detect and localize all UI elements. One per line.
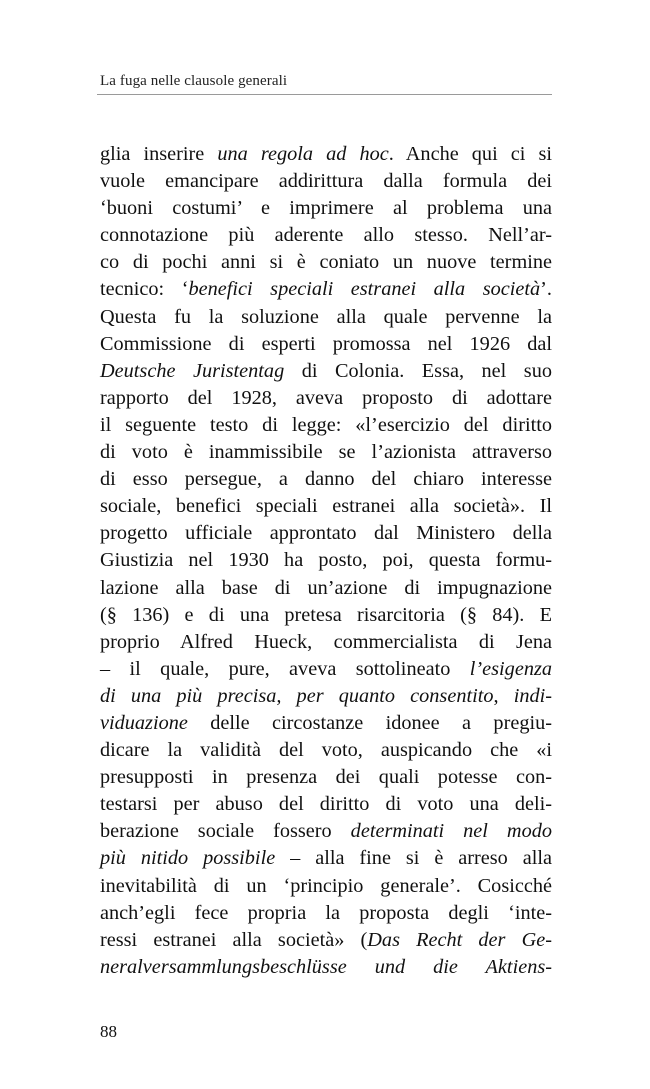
text-line <box>100 493 552 520</box>
text-line <box>100 845 552 872</box>
text-run: anch’egli fece propria la proposta degli ‘inte- <box>100 901 552 924</box>
text-run: – alla fine si è arreso alla <box>275 847 552 870</box>
text-line <box>100 520 552 547</box>
text-line <box>100 710 552 737</box>
text-run: delle circostanze idonee a pregiu- <box>187 711 552 734</box>
italic-text-run: determinati nel modo <box>350 820 552 843</box>
text-run: Commissione di esperti promossa nel 1926 dal <box>100 332 552 355</box>
italic-text-run: una regola ad hoc <box>217 143 389 165</box>
text-run: proprio Alfred Hueck, commercialista di Jena <box>100 630 552 653</box>
text-line <box>100 656 552 683</box>
text-line <box>100 927 552 954</box>
text-run: connotazione più aderente allo stesso. Nell’ar- <box>100 224 552 247</box>
text-line <box>100 358 552 385</box>
italic-text-run: più nitido possibile <box>100 847 276 870</box>
italic-text-run: di una più precisa, per quanto consentito <box>100 684 494 707</box>
text-line <box>100 764 552 791</box>
text-run: Giustizia nel 1930 ha posto, poi, questa formu- <box>100 549 552 572</box>
italic-text-run: benefici speciali estranei alla società <box>188 278 541 301</box>
header-rule <box>97 94 552 95</box>
text-run: (§ 136) e di una pretesa risarcitoria (§ 84). E <box>100 603 552 626</box>
text-run: Questa fu la soluzione alla quale pervenne la <box>100 305 552 328</box>
text-line <box>100 276 552 303</box>
text-run: rapporto del 1928, aveva proposto di adottare <box>100 386 552 409</box>
text-run: testarsi per abuso del diritto di voto una deli- <box>100 793 552 816</box>
italic-text-run: neralversammlungsbeschlüsse und die Aktiens- <box>100 955 552 978</box>
text-run: . Anche qui ci si <box>388 143 552 165</box>
text-run: sociale, benefici speciali estranei alla società». Il <box>100 495 552 518</box>
text-run: progetto ufficiale approntato dal Ministero della <box>100 522 552 545</box>
text-line <box>100 466 552 493</box>
text-line <box>100 385 552 412</box>
text-run: inevitabilità di un ‘principio generale’. Cosicché <box>100 874 552 897</box>
text-run: glia inserire <box>100 143 218 165</box>
text-run: – il quale, pure, aveva sottolineato <box>100 657 470 680</box>
italic-text-run: Deutsche Juristentag <box>100 359 285 382</box>
italic-text-run: indi- <box>513 684 553 707</box>
text-line <box>100 791 552 818</box>
running-header: La fuga nelle clausole generali <box>100 73 288 89</box>
text-line <box>100 168 552 195</box>
text-line <box>100 900 552 927</box>
text-line <box>100 195 552 222</box>
text-line <box>100 249 552 276</box>
text-line <box>100 818 552 845</box>
text-run: di Colonia. Essa, nel suo <box>284 359 552 382</box>
text-run: di voto è inammissibile se l’azionista attraverso <box>100 441 552 464</box>
text-line <box>100 412 552 439</box>
italic-text-run: Das Recht der Ge- <box>367 928 552 951</box>
italic-text-run: viduazione <box>100 711 188 734</box>
text-line <box>100 575 552 602</box>
italic-text-run: l’esigenza <box>469 657 552 680</box>
page-number: 88 <box>100 1022 117 1041</box>
text-line <box>100 954 552 981</box>
text-run: tecnico: ‘ <box>100 278 189 301</box>
text-run: berazione sociale fossero <box>100 820 351 843</box>
body-paragraph <box>100 141 552 981</box>
text-line <box>100 439 552 466</box>
text-line <box>100 331 552 358</box>
text-line <box>100 141 552 168</box>
text-line <box>100 737 552 764</box>
text-line <box>100 683 552 710</box>
text-run: dicare la validità del voto, auspicando che «i <box>100 739 552 762</box>
text-line <box>100 629 552 656</box>
text-run: ’. <box>540 278 552 301</box>
text-run: presupposti in presenza dei quali potesse con- <box>100 766 552 789</box>
text-line <box>100 222 552 249</box>
text-line <box>100 547 552 574</box>
text-run: co di pochi anni si è coniato un nuove termine <box>100 251 552 274</box>
text-line <box>100 602 552 629</box>
text-line <box>100 304 552 331</box>
text-run: di esso persegue, a danno del chiaro interesse <box>100 468 552 491</box>
text-run: ressi estranei alla società» ( <box>100 928 368 951</box>
text-run: ‘buoni costumi’ e imprimere al problema una <box>100 197 552 220</box>
text-run: , <box>493 684 514 707</box>
text-run: lazione alla base di un’azione di impugnazione <box>100 576 552 599</box>
text-run: il seguente testo di legge: «l’esercizio del diritto <box>100 413 552 436</box>
text-line <box>100 873 552 900</box>
text-run: vuole emancipare addirittura dalla formula dei <box>100 170 552 193</box>
